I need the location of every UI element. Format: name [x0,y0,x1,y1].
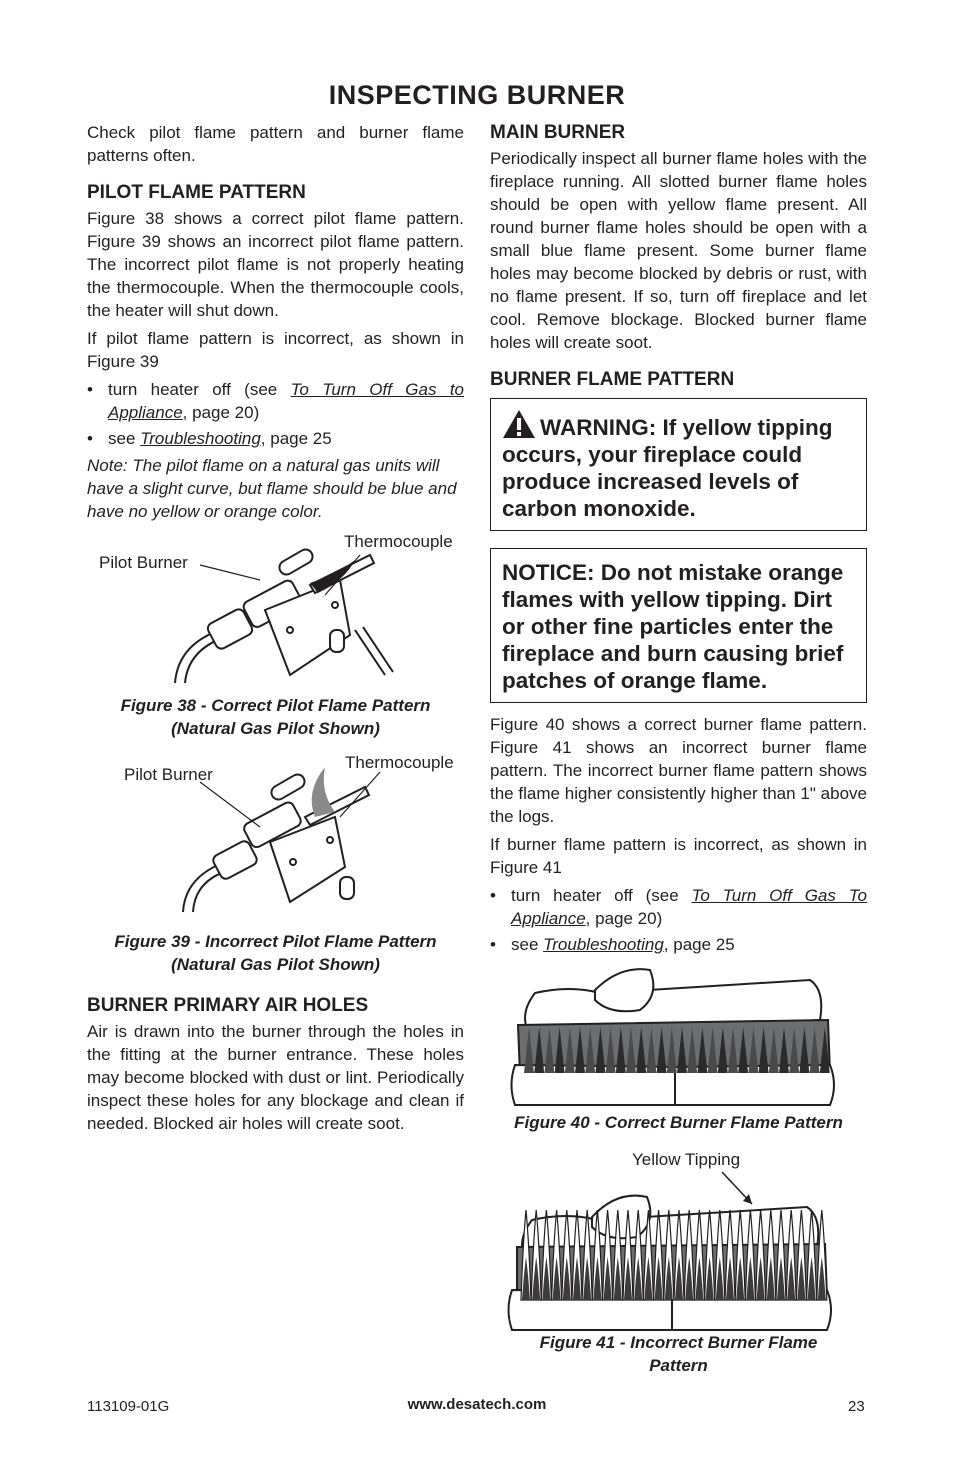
fig40-caption: Figure 40 - Correct Burner Flame Pattern [514,1113,843,1132]
fig41-label-yellow-tipping: Yellow Tipping [632,1150,741,1169]
fig39-label-pilot-burner: Pilot Burner [124,765,213,784]
fig39-caption: Figure 39 - Incorrect Pilot Flame Pattern (Natural Gas Pilot Shown) [114,932,437,974]
notice-box [490,548,867,703]
page-title: INSPECTING BURNER [328,80,626,110]
link-troubleshooting[interactable]: Troubleshooting [543,935,664,954]
footer-part-number: 113109-01G [87,1398,170,1415]
pilot-flame-heading: PILOT FLAME PATTERN [87,182,306,203]
pilot-note: Note: The pilot flame on a natural gas units will have a slight curve, but flame should be blue and have no yellow or orange color. [87,456,457,521]
fig38-label-pilot-burner: Pilot Burner [99,553,188,572]
fig40-burner-illustration [510,965,840,1110]
flame-paragraph-2: If burner flame pattern is incorrect, as shown in Figure 41 [490,835,867,877]
link-turn-off-gas[interactable]: To Turn Off Gas to Appliance [108,380,464,422]
flame-paragraph-1: Figure 40 shows a correct burner flame pattern. Figure 41 shows an incorrect burner flame pattern. The incorrect burner flame pattern shows the flame higher consistently higher than 1" above the logs. [490,715,867,826]
pilot-paragraph-2: If pilot flame pattern is incorrect, as shown in Figure 39 [87,329,464,371]
fig39-label-thermocouple: Thermocouple [345,753,454,772]
fig38-caption: Figure 38 - Correct Pilot Flame Pattern (Natural Gas Pilot Shown) [120,696,431,738]
main-burner-heading: MAIN BURNER [490,122,626,143]
fig38-label-thermocouple: Thermocouple [344,532,453,551]
footer-website[interactable]: www.desatech.com [407,1396,547,1413]
intro-text: Check pilot flame pattern and burner flame patterns often. [87,123,464,165]
air-holes-section [87,994,464,1140]
list-item: • see Troubleshooting, page 25 [87,427,464,450]
link-turn-off-gas[interactable]: To Turn Off Gas To Appliance [511,886,867,928]
main-burner-paragraph: Periodically inspect all burner flame holes with the fireplace running. All slotted burner flame holes should be open with yellow flame present. All round burner flame holes should be open with a small blue flame present. Some burner flame holes may become blocked by debris or rust, with no flame present. If so, turn off fireplace and let cool. Remove blockage. Blocked burner flame holes will create soot. [490,149,867,352]
burner-flame-heading: BURNER FLAME PATTERN [490,369,735,390]
fig41-caption: Figure 41 - Incorrect Burner Flame Pattern [539,1333,818,1375]
flame-bullets [490,884,867,956]
link-troubleshooting[interactable]: Troubleshooting [140,429,261,448]
right-column-top [490,121,867,960]
air-holes-paragraph: Air is drawn into the burner through the holes in the fitting at the burner entrance. These holes may become blocked with dust or lint. Periodically inspect these holes for any blockage and clean if needed. Blocked air holes will create soot. [87,1022,464,1133]
fig39-pilot-illustration [175,762,405,917]
warning-box [490,398,867,531]
pilot-paragraph-1: Figure 38 shows a correct pilot flame pattern. Figure 39 shows an incorrect pilot flame pattern. The incorrect pilot flame is not properly heating the thermocouple. When the thermocouple cools, the heater will shut down. [87,209,464,320]
list-item: • turn heater off (see To Turn Off Gas To Appliance, page 20) [490,884,867,930]
footer-page-number: 23 [848,1398,865,1415]
list-item: • see Troubleshooting, page 25 [490,933,867,956]
warning-triangle-icon [502,409,536,439]
pilot-bullets [87,378,464,450]
fig41-burner-illustration [507,1172,837,1337]
air-holes-heading: BURNER PRIMARY AIR HOLES [87,995,369,1016]
notice-text: NOTICE: Do not mistake orange flames with yellow tipping. Dirt or other fine particles enter the fireplace and burn causing brief patches of orange flame. [502,560,844,693]
left-column-top [87,121,464,528]
list-item: • turn heater off (see To Turn Off Gas to Appliance, page 20) [87,378,464,424]
warning-text: WARNING: If yellow tipping occurs, your fireplace could produce increased levels of carbon monoxide. [502,415,833,521]
fig38-pilot-illustration [160,535,420,685]
